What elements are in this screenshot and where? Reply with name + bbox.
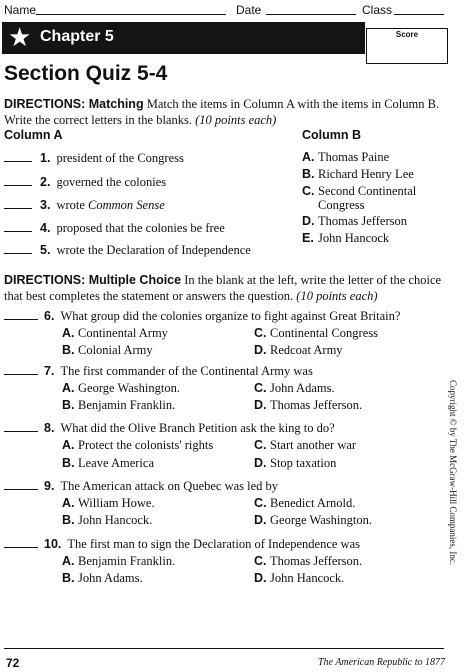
option-d (254, 512, 372, 528)
option-text: Benjamin Franklin. (78, 554, 176, 568)
name-label: Name (4, 3, 37, 17)
option-letter: A. (62, 381, 75, 395)
option-a (62, 437, 213, 453)
answer-blank[interactable] (4, 174, 32, 186)
question-number: 6. (44, 309, 55, 323)
option-letter: C. (254, 496, 267, 510)
column-b-item (302, 150, 448, 164)
matching-item (4, 242, 251, 258)
matching-item (4, 150, 184, 166)
question-text: What group did the colonies organize to fight against Great Britain? (60, 309, 401, 323)
option-d (254, 570, 344, 586)
question-stem (4, 420, 335, 436)
option-text: Colonial Army (78, 343, 153, 357)
item-number: 4. (40, 221, 51, 235)
item-number: 1. (40, 151, 51, 165)
option-letter: B. (62, 456, 75, 470)
option-text: Start another war (270, 438, 357, 452)
option-letter: C. (254, 326, 267, 340)
option-text: Redcoat Army (270, 343, 343, 357)
item-text: Thomas Paine (318, 150, 390, 164)
score-label: Score (395, 30, 419, 39)
option-text: John Hancock. (270, 571, 345, 585)
option-text: Thomas Jefferson. (270, 554, 363, 568)
question-number: 10. (44, 537, 62, 551)
option-text: Benjamin Franklin. (78, 398, 176, 412)
item-text: Richard Henry Lee (318, 167, 414, 181)
column-a-heading: Column A (4, 128, 63, 142)
option-text: Protect the colonists' rights (78, 438, 214, 452)
date-label: Date (236, 3, 262, 17)
answer-blank[interactable] (4, 242, 32, 254)
option-b (62, 570, 143, 586)
option-text: George Washington. (78, 381, 180, 395)
option-text: John Hancock. (78, 513, 153, 527)
answer-blank[interactable] (4, 197, 32, 209)
option-letter: B. (62, 343, 75, 357)
option-letter: C. (254, 381, 267, 395)
question-text: The American attack on Quebec was led by (60, 479, 279, 493)
question-stem (4, 363, 313, 379)
item-letter: E. (302, 231, 314, 245)
date-line[interactable] (266, 14, 356, 15)
option-letter: B. (62, 571, 75, 585)
option-text: John Adams. (78, 571, 143, 585)
item-text: wrote (56, 198, 89, 212)
item-letter: A. (302, 150, 315, 164)
option-b (62, 455, 154, 471)
matching-directions (4, 96, 444, 128)
option-letter: B. (62, 398, 75, 412)
item-letter: D. (302, 214, 315, 228)
option-letter: C. (254, 438, 267, 452)
option-text: Continental Army (78, 326, 168, 340)
question-text: The first commander of the Continental Army was (60, 364, 313, 378)
item-text-italic: Common Sense (88, 198, 165, 212)
item-text: wrote the Declaration of Independence (56, 243, 251, 257)
option-letter: D. (254, 343, 267, 357)
option-text: Leave America (78, 456, 154, 470)
option-a (62, 380, 180, 396)
option-letter: C. (254, 554, 267, 568)
matching-directions-text: Match the items in Column A with the items in Column B. Write the correct letters in the blanks. (4, 97, 440, 127)
answer-blank[interactable] (4, 363, 38, 375)
mc-directions-text: In the blank at the left, write the letter of the choice that best completes the statement or answers the question. (4, 273, 442, 303)
option-text: Continental Congress (270, 326, 378, 340)
item-letter: C. (302, 184, 315, 198)
answer-blank[interactable] (4, 536, 38, 548)
option-a (62, 495, 155, 511)
matching-directions-label: DIRECTIONS: Matching (4, 97, 144, 111)
option-d (254, 455, 336, 471)
column-b-item (302, 214, 448, 228)
option-a (62, 325, 168, 341)
section-title: Section Quiz 5-4 (4, 62, 168, 85)
question-stem (4, 536, 360, 552)
item-text: Second Continental Congress (318, 184, 417, 212)
option-letter: A. (62, 554, 75, 568)
star-icon: ★ (8, 23, 32, 52)
option-d (254, 342, 343, 358)
column-b-item (302, 184, 448, 212)
option-b (62, 397, 175, 413)
option-d (254, 397, 362, 413)
item-number: 2. (40, 175, 51, 189)
option-letter: A. (62, 496, 75, 510)
chapter-title: Chapter 5 (40, 28, 114, 45)
option-a (62, 553, 175, 569)
option-c (254, 325, 378, 341)
column-b-item (302, 167, 448, 181)
option-text: George Washington. (270, 513, 372, 527)
answer-blank[interactable] (4, 150, 32, 162)
copyright-notice: Copyright © by The McGraw-Hill Companies, Inc. (448, 380, 458, 566)
option-letter: D. (254, 513, 267, 527)
class-line[interactable] (394, 14, 444, 15)
matching-points: (10 points each) (195, 113, 277, 127)
footer-rule (4, 648, 444, 649)
item-text: president of the Congress (56, 151, 184, 165)
column-b-heading: Column B (302, 128, 362, 142)
column-b-item (302, 231, 448, 245)
option-text: Stop taxation (270, 456, 337, 470)
option-letter: D. (254, 398, 267, 412)
question-stem (4, 478, 278, 494)
option-c (254, 380, 335, 396)
question-number: 9. (44, 479, 55, 493)
page-number: 72 (6, 656, 20, 670)
item-letter: B. (302, 167, 315, 181)
name-line[interactable] (36, 14, 226, 15)
option-b (62, 342, 153, 358)
option-text: Thomas Jefferson. (270, 398, 363, 412)
question-text: The first man to sign the Declaration of Independence was (67, 537, 360, 551)
item-text: John Hancock (318, 231, 390, 245)
answer-blank[interactable] (4, 220, 32, 232)
matching-item (4, 174, 166, 190)
question-text: What did the Olive Branch Petition ask the king to do? (60, 421, 335, 435)
mc-points: (10 points each) (296, 289, 378, 303)
matching-item (4, 197, 165, 213)
item-text: Thomas Jefferson (318, 214, 407, 228)
item-number: 3. (40, 198, 51, 212)
question-stem (4, 308, 400, 324)
book-title: The American Republic to 1877 (318, 657, 446, 668)
question-number: 7. (44, 364, 55, 378)
item-number: 5. (40, 243, 51, 257)
item-text: governed the colonies (56, 175, 167, 189)
option-letter: D. (254, 456, 267, 470)
mc-directions-label: DIRECTIONS: Multiple Choice (4, 273, 182, 287)
class-label: Class (362, 3, 393, 17)
option-letter: A. (62, 438, 75, 452)
option-text: William Howe. (78, 496, 155, 510)
matching-item (4, 220, 225, 236)
option-letter: B. (62, 513, 75, 527)
question-number: 8. (44, 421, 55, 435)
option-letter: A. (62, 326, 75, 340)
option-c (254, 437, 356, 453)
option-c (254, 553, 362, 569)
score-box[interactable] (366, 28, 448, 64)
answer-blank[interactable] (4, 478, 38, 490)
multiple-choice-directions (4, 272, 444, 304)
option-b (62, 512, 152, 528)
option-c (254, 495, 355, 511)
option-text: John Adams. (270, 381, 335, 395)
answer-blank[interactable] (4, 308, 38, 320)
option-letter: D. (254, 571, 267, 585)
item-text: proposed that the colonies be free (56, 221, 225, 235)
option-text: Benedict Arnold. (270, 496, 356, 510)
answer-blank[interactable] (4, 420, 38, 432)
